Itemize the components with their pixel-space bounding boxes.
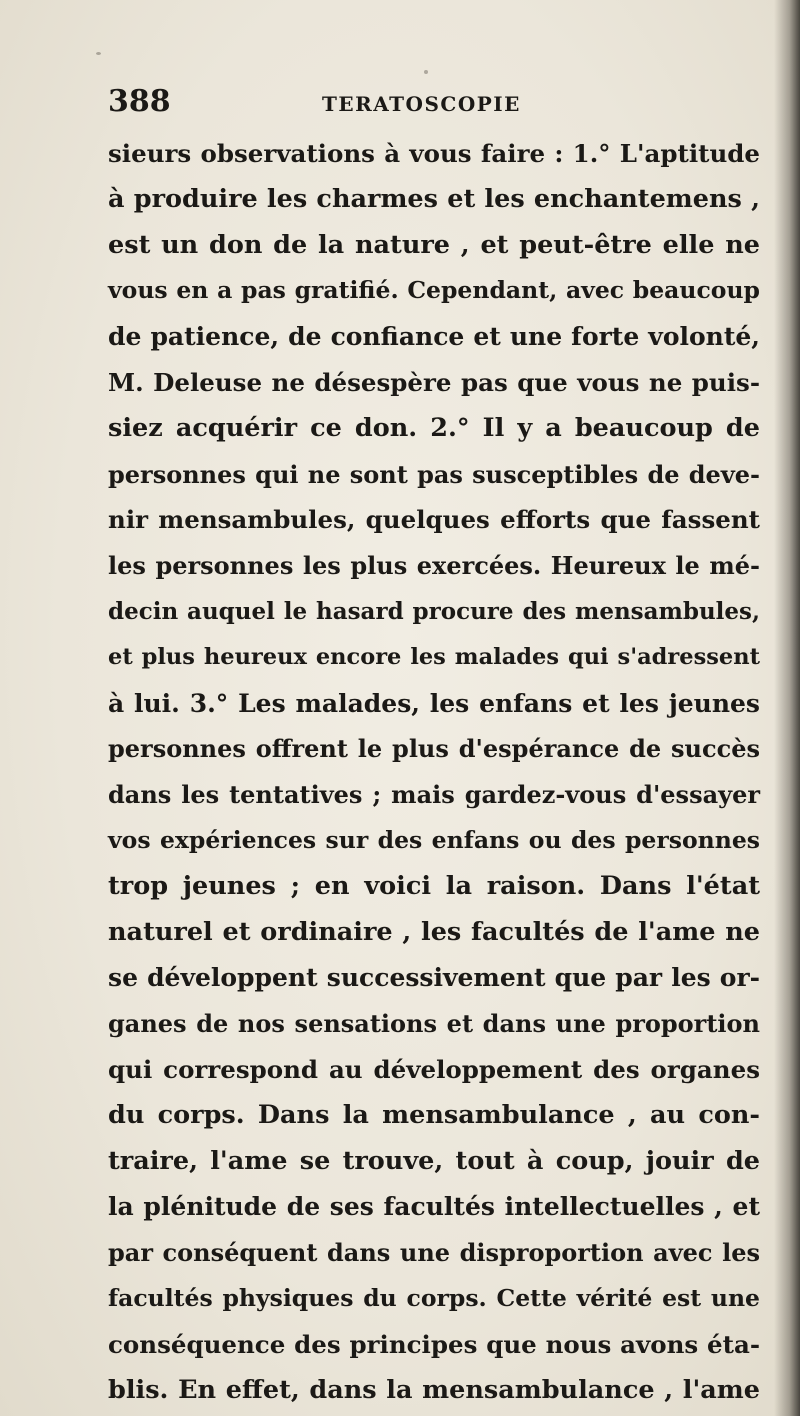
text-line: blis. En effet, dans la mensambulance , l'ame xyxy=(108,1374,760,1405)
text-line: du corps. Dans la mensambulance , au con- xyxy=(108,1099,760,1130)
text-line: siez acquérir ce don. 2.° Il y a beaucoup de xyxy=(108,412,760,443)
ink-speck xyxy=(424,70,428,74)
text-line: personnes offrent le plus d'espérance de succès xyxy=(108,734,760,764)
text-line: nir mensambules, quelques efforts que fassent xyxy=(108,505,760,535)
text-line: traire, l'ame se trouve, tout à coup, jouir de xyxy=(108,1145,760,1176)
text-line: sieurs observations à vous faire : 1.° L'aptitude xyxy=(108,139,760,168)
text-line: naturel et ordinaire , les facultés de l'ame ne xyxy=(108,916,760,947)
text-line: decin auquel le hasard procure des mensambules, xyxy=(108,597,760,625)
text-line: par conséquent dans une disproportion avec les xyxy=(108,1238,760,1268)
text-line: se développent successivement que par les or- xyxy=(108,963,760,993)
text-line: à produire les charmes et les enchantemens , xyxy=(108,183,760,214)
text-line: vos expériences sur des enfans ou des personnes xyxy=(108,825,760,854)
text-line: dans les tentatives ; mais gardez-vous d'essayer xyxy=(108,780,760,810)
text-line: trop jeunes ; en voici la raison. Dans l'état xyxy=(108,870,760,901)
text-line: les personnes les plus exercées. Heureux le mé- xyxy=(108,551,760,581)
text-line: à lui. 3.° Les malades, les enfans et les jeunes xyxy=(108,688,760,718)
text-line: ganes de nos sensations et dans une proportion xyxy=(108,1009,760,1039)
page-header xyxy=(108,84,748,124)
text-line: conséquence des principes que nous avons éta- xyxy=(108,1329,760,1359)
text-line: et plus heureux encore les malades qui s'adressent xyxy=(108,643,760,670)
text-line: vous en a pas gratifié. Cependant, avec beaucoup xyxy=(108,276,760,305)
text-line: qui correspond au développement des organes xyxy=(108,1054,760,1084)
text-line: facultés physiques du corps. Cette vérité est une xyxy=(108,1283,760,1312)
text-line: la plénitude de ses facultés intellectuelles , et xyxy=(108,1192,760,1222)
body-text xyxy=(108,131,760,1413)
text-line: M. Deleuse ne désespère pas que vous ne puis- xyxy=(108,367,760,397)
text-line: est un don de la nature , et peut-être elle ne xyxy=(108,229,760,260)
page-number: 388 xyxy=(108,84,171,119)
running-head: TERATOSCOPIE xyxy=(322,92,521,116)
ink-speck xyxy=(96,52,101,55)
text-line: de patience, de confiance et une forte volonté, xyxy=(108,322,760,352)
text-line: personnes qui ne sont pas susceptibles de deve- xyxy=(108,459,760,489)
page-edge-shadow xyxy=(774,0,800,1416)
